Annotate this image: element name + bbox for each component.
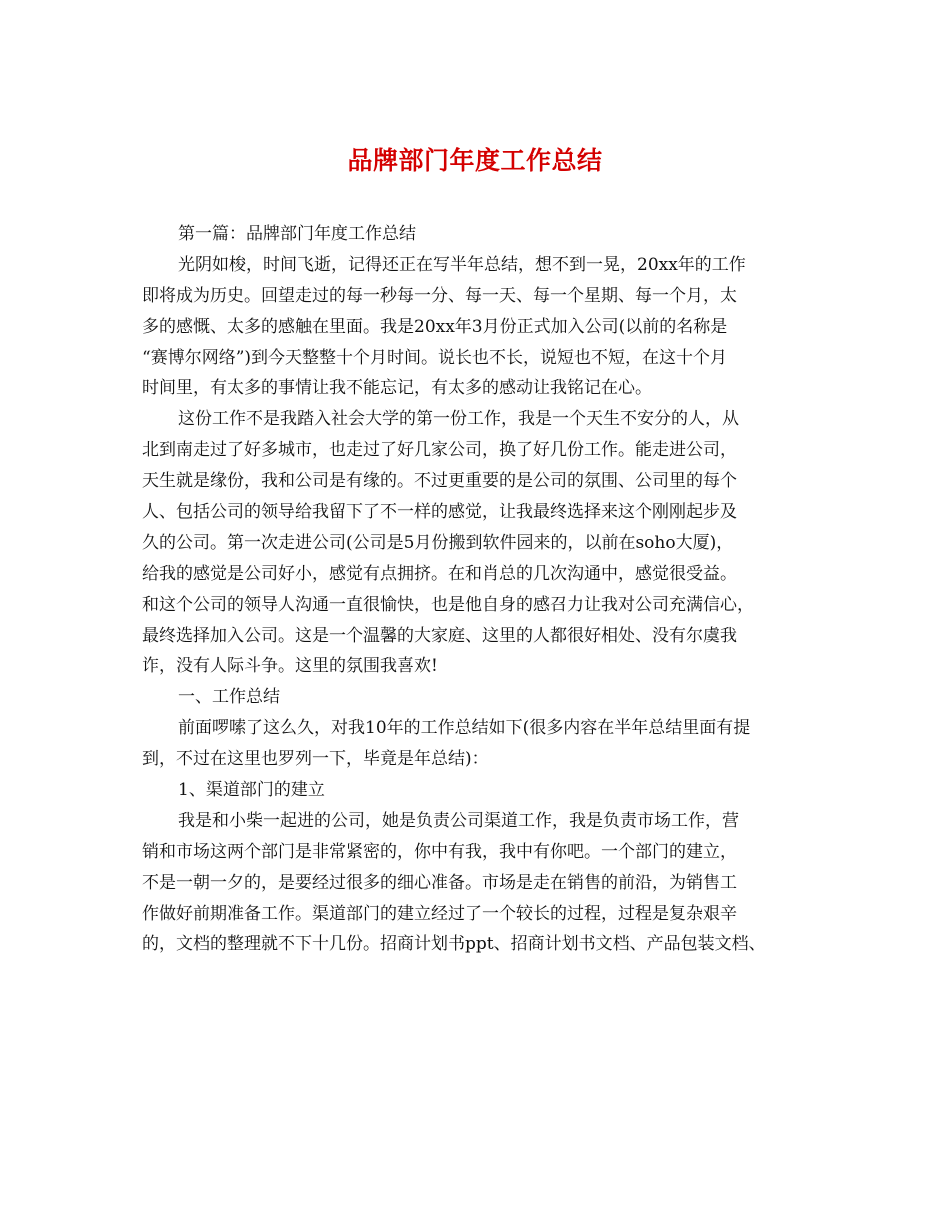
paragraph-line: 久的公司。第一次走进公司(公司是5月份搬到软件园来的，以前在soho大厦)， xyxy=(142,532,734,553)
paragraph-line: 我是和小柴一起进的公司，她是负责公司渠道工作，我是负责市场工作，营 xyxy=(178,810,739,831)
paragraph-line: 销和市场这两个部门是非常紧密的，你中有我，我中有你吧。一个部门的建立， xyxy=(142,841,737,862)
paragraph-line: 到，不过在这里也罗列一下，毕竟是年总结)： xyxy=(142,749,489,770)
subsection-heading: 1、渠道部门的建立 xyxy=(178,780,325,801)
paragraph-line: 不是一朝一夕的，是要经过很多的细心准备。市场是走在销售的前沿，为销售工 xyxy=(142,872,737,893)
paragraph-line: 作做好前期准备工作。渠道部门的建立经过了一个较长的过程，过程是复杂艰辛 xyxy=(142,903,737,924)
paragraph-line: 即将成为历史。回望走过的每一秒每一分、每一天、每一个星期、每一个月，太 xyxy=(142,285,737,306)
paragraph-line: 人、包括公司的领导给我留下了不一样的感觉，让我最终选择来这个刚刚起步及 xyxy=(142,502,737,523)
paragraph-line: 光阴如梭，时间飞逝，记得还正在写半年总结，想不到一晃，20xx年的工作 xyxy=(178,254,746,275)
paragraph-line: 最终选择加入公司。这是一个温馨的大家庭、这里的人都很好相处、没有尔虞我 xyxy=(142,625,737,646)
paragraph-line: 给我的感觉是公司好小，感觉有点拥挤。在和肖总的几次沟通中，感觉很受益。 xyxy=(142,563,737,584)
paragraph-line: 时间里，有太多的事情让我不能忘记，有太多的感动让我铭记在心。 xyxy=(142,378,652,399)
section-heading: 第一篇：品牌部门年度工作总结 xyxy=(178,224,416,244)
document-title: 品牌部门年度工作总结 xyxy=(347,146,603,175)
paragraph-line: 天生就是缘份，我和公司是有缘的。不过更重要的是公司的氛围、公司里的每个 xyxy=(142,471,737,492)
paragraph-line: 这份工作不是我踏入社会大学的第一份工作，我是一个天生不安分的人，从 xyxy=(178,409,739,430)
paragraph-line: 前面啰嗦了这么久，对我10年的工作总结如下(很多内容在半年总结里面有提 xyxy=(178,718,751,739)
paragraph-line: 多的感慨、太多的感触在里面。我是20xx年3月份正式加入公司(以前的名称是 xyxy=(142,316,728,337)
paragraph-line: 的，文档的整理就不下十几份。招商计划书ppt、招商计划书文档、产品包装文档、 xyxy=(142,934,766,955)
section-heading: 一、工作总结 xyxy=(178,687,280,708)
document-body xyxy=(142,219,822,960)
paragraph-line: 诈，没有人际斗争。这里的氛围我喜欢! xyxy=(142,656,438,677)
paragraph-line: 北到南走过了好多城市，也走过了好几家公司，换了好几份工作。能走进公司， xyxy=(142,440,737,461)
paragraph-line: 和这个公司的领导人沟通一直很愉快，也是他自身的感召力让我对公司充满信心， xyxy=(142,594,754,615)
paragraph-line: “赛博尔网络”)到今天整整十个月时间。说长也不长，说短也不短，在这十个月 xyxy=(142,347,728,368)
